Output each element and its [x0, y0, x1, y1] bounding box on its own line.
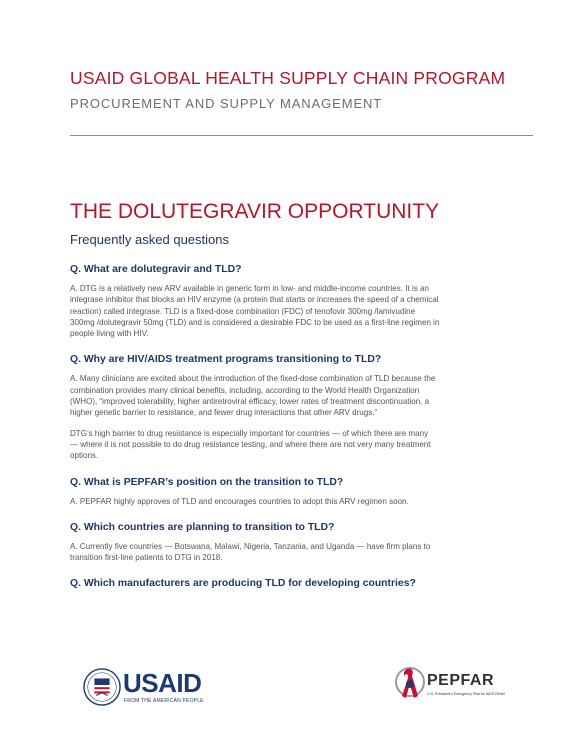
usaid-tagline: FROM THE AMERICAN PEOPLE: [124, 698, 204, 704]
faq-item: [70, 521, 520, 564]
answer-line: options.: [70, 451, 99, 461]
answer-line: A. Currently five countries — Botswana, Malawi, Nigeria, Tanzania, and Uganda — have firm plans to: [70, 541, 431, 551]
usaid-wordmark: USAID: [123, 668, 202, 698]
faq-question: Q. What are dolutegravir and TLD?: [70, 264, 242, 275]
program-title: USAID GLOBAL HEALTH SUPPLY CHAIN PROGRAM: [70, 68, 506, 88]
faq-item: [70, 353, 520, 461]
answer-line: — where it is not possible to do drug resistance testing, and where there are not very many treatment: [70, 439, 431, 449]
answer-line: A. PEPFAR highly approves of TLD and encourages countries to adopt this ARV regimen soon.: [70, 496, 409, 506]
faq-answer: [70, 373, 520, 418]
answer-line: DTG’s high barrier to drug resistance is especially important for countries — of which there are many: [70, 428, 429, 438]
faq-question: Q. Why are HIV/AIDS treatment programs transitioning to TLD?: [70, 354, 382, 366]
answer-line: 300mg /dolutegravir 50mg (TLD) and is considered a desirable FDC to be used as a first-line regimen in: [70, 317, 440, 327]
faq-question: Q. Which manufacturers are producing TLD for developing countries?: [70, 578, 416, 590]
answer-line: integrase inhibitor that blocks an HIV enzyme (a protein that starts or increases the speed of a chemical: [70, 295, 439, 305]
faq-question: Q. What is PEPFAR’s position on the transition to TLD?: [70, 476, 344, 488]
answer-line: A. Many clinicians are excited about the introduction of the fixed-dose combination of TLD because the: [70, 374, 436, 384]
faq-item: [70, 577, 520, 590]
faq-section: [70, 263, 520, 604]
answer-line: people living with HIV.: [70, 329, 149, 339]
faq-answer: [70, 283, 520, 339]
answer-line: higher genetic barrier to resistance, and fewer drug interactions that other ARV drugs.”: [70, 408, 378, 418]
faq-item: [70, 263, 520, 339]
answer-line: transition first-line patients to DTG in 2018.: [70, 553, 223, 563]
faq-answer: [70, 541, 520, 564]
faq-answer: [70, 428, 520, 462]
answer-line: reaction) called integrase. TLD is a fixed-dose combination (FDC) of tenofovir 300mg /lamivudine: [70, 306, 416, 316]
answer-line: A. DTG is a relatively new ARV available in generic form in low- and middle-income countries. It is an: [70, 284, 429, 293]
document-title: THE DOLUTEGRAVIR OPPORTUNITY: [70, 200, 440, 223]
document-subtitle: Frequently asked questions: [70, 232, 229, 247]
pepfar-wordmark: PEPFAR: [427, 672, 495, 689]
usaid-seal-icon: [83, 668, 121, 706]
usaid-logo: [83, 666, 213, 710]
pepfar-logo: [393, 662, 518, 710]
faq-answer: [70, 496, 520, 507]
answer-line: (WHO), “improved tolerability, higher antiretroviral efficacy, lower rates of treatment discontinuation, a: [70, 397, 430, 407]
faq-question: Q. Which countries are planning to transition to TLD?: [70, 521, 335, 533]
header-divider: [70, 135, 533, 136]
faq-item: [70, 476, 520, 507]
pepfar-tagline: U.S. President's Emergency Plan for AIDS Relief: [427, 692, 505, 696]
pepfar-emblem-icon: [393, 662, 427, 708]
answer-line: combination provides many clinical benefits, including, according to the World Health Organization: [70, 385, 420, 395]
program-subtitle: PROCUREMENT AND SUPPLY MANAGEMENT: [70, 96, 383, 111]
